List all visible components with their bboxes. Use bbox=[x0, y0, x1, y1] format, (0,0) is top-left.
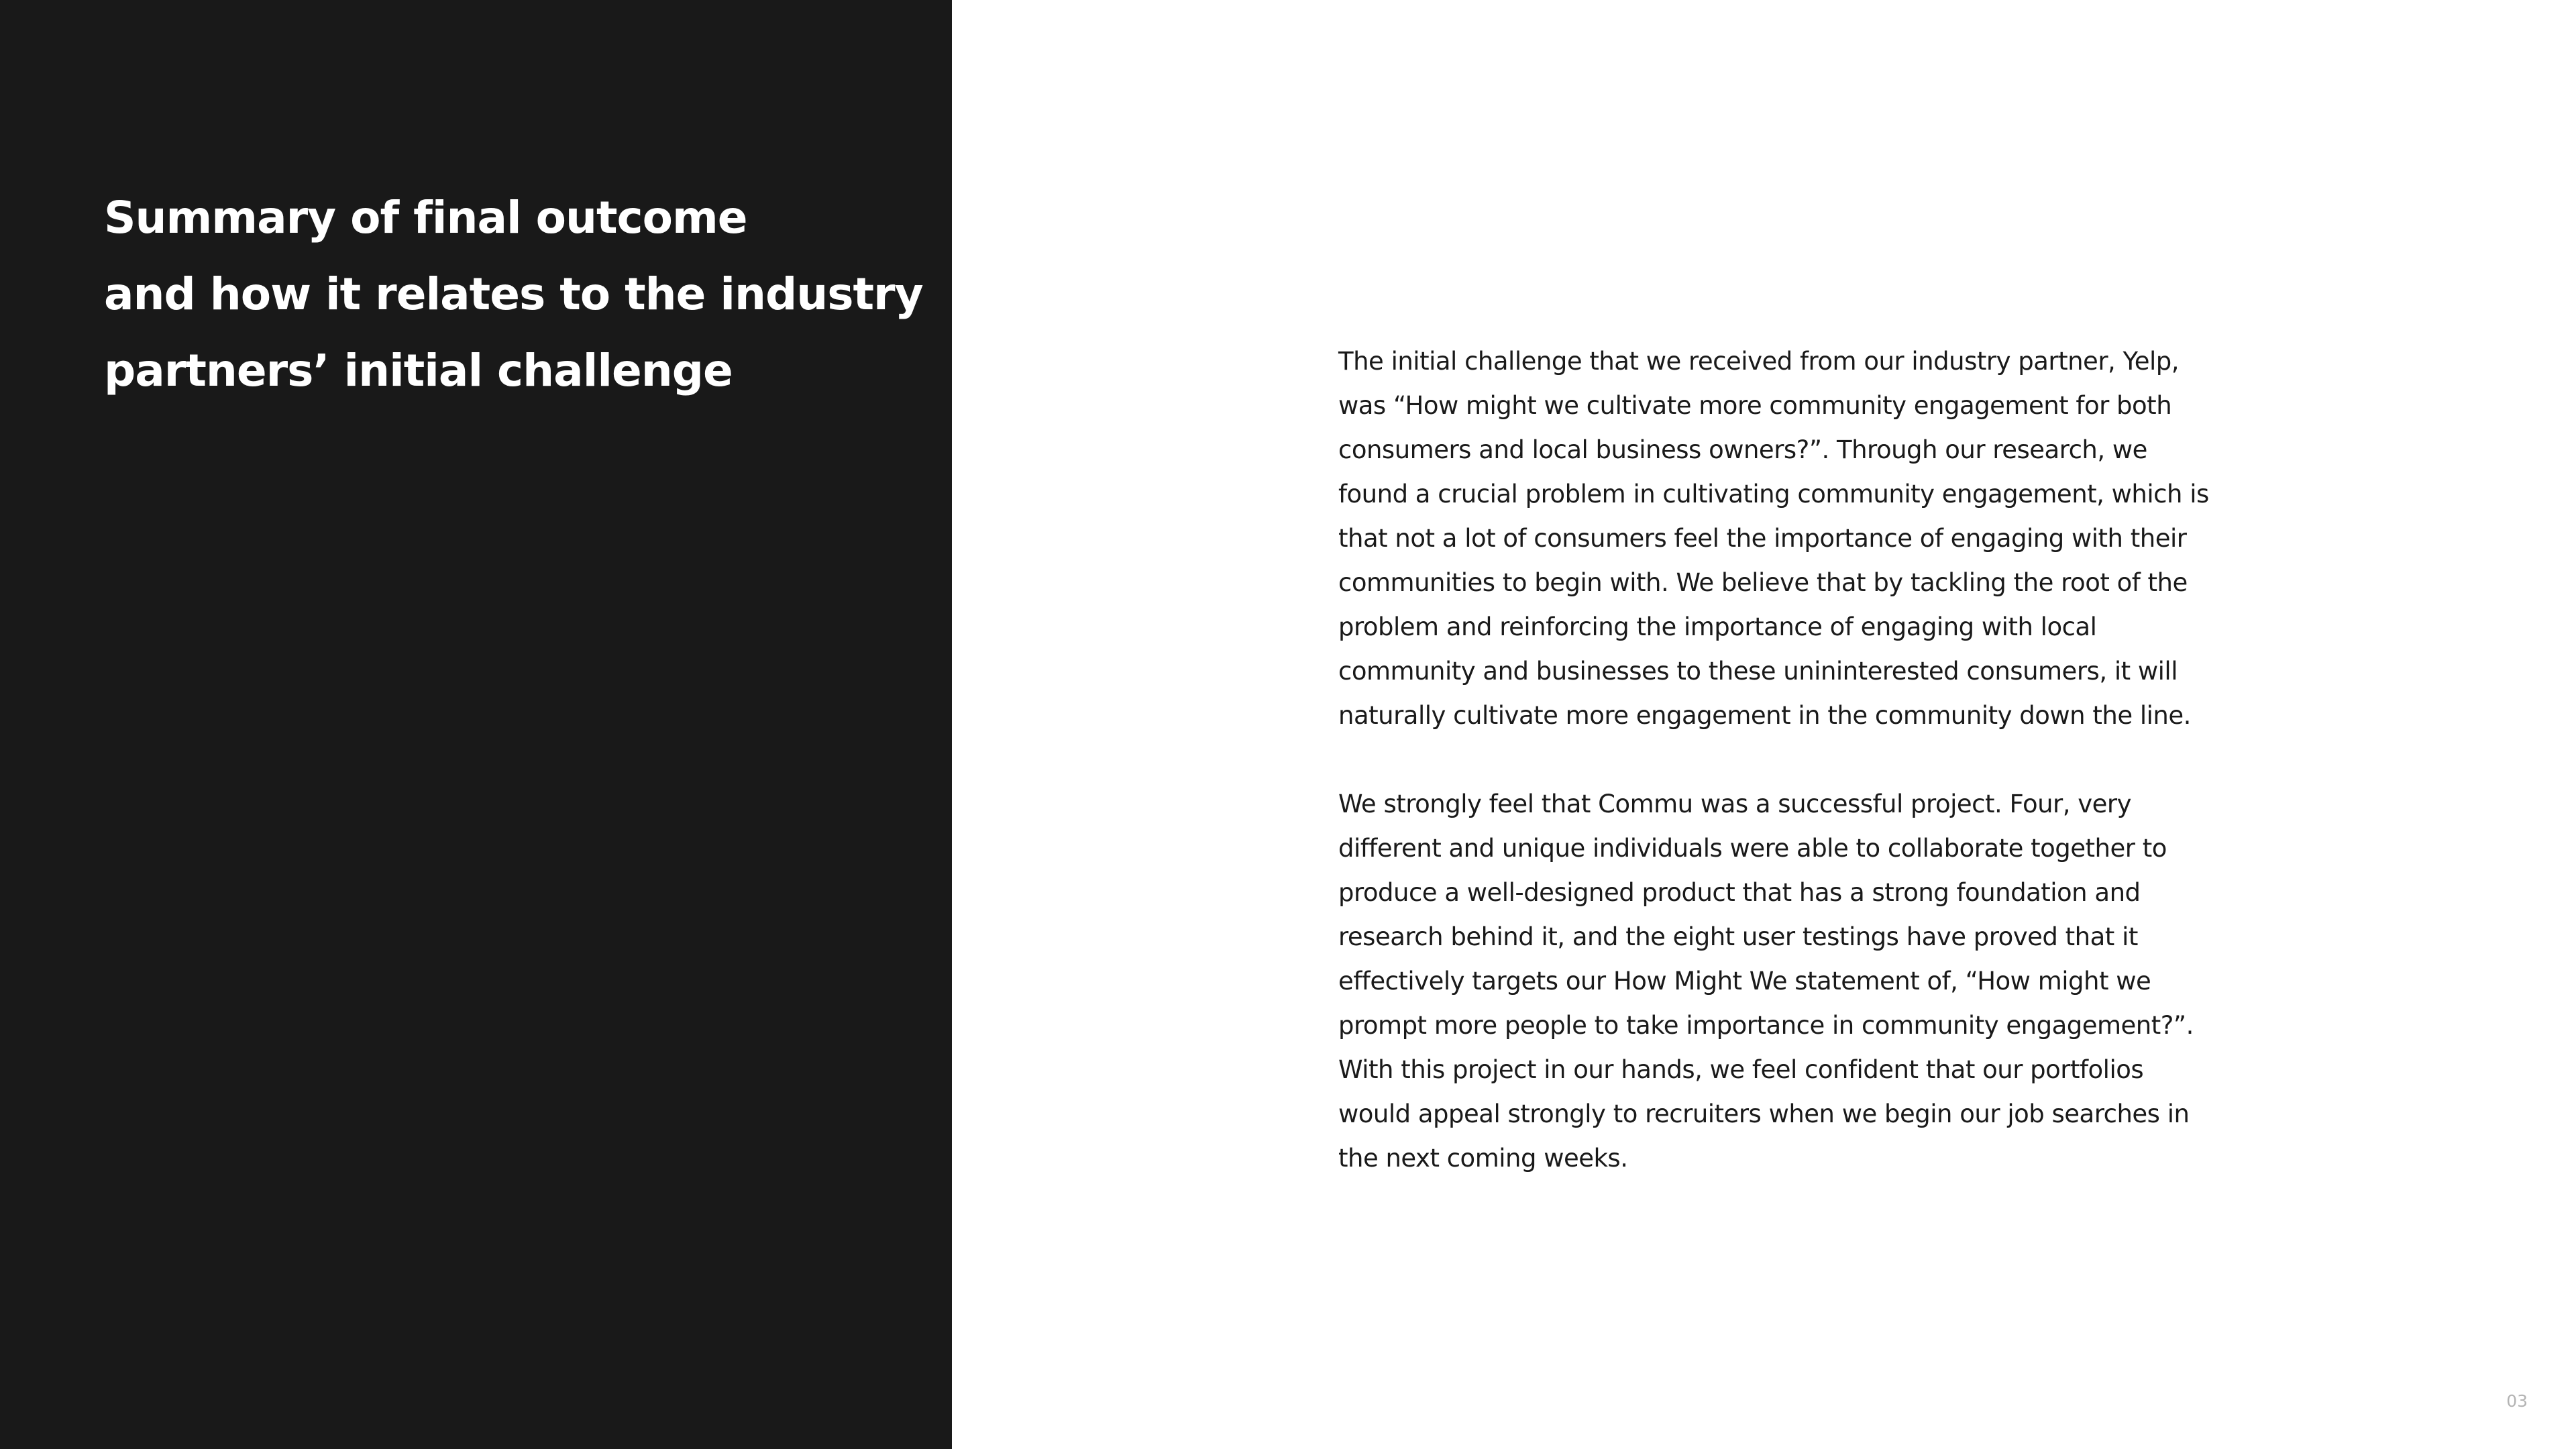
heading-line: and how it relates to the industry bbox=[104, 268, 923, 320]
heading-line: partners’ initial challenge bbox=[104, 345, 733, 396]
page-number: 03 bbox=[2506, 1391, 2528, 1411]
paragraph-outcome: We strongly feel that Commu was a successful project. Four, very different and unique individuals were able to collaborate together to produce a well-designed product that has a strong foundation and research behind it, and the eight user testings have proved that it effectively targets our How Might We statement of, “How might we prompt more people to take importance in community engagement?”. With this project in our hands, we feel confident that our portfolios would appeal strongly to recruiters when we begin our job searches in the next coming weeks. bbox=[1338, 790, 2194, 1173]
slide-heading bbox=[104, 180, 929, 409]
paragraph-challenge: The initial challenge that we received from our industry partner, Yelp, was “How might we cultivate more community engagement for both consumers and local business owners?”. Through our research, we found a crucial problem in cultivating community engagement, which is that not a lot of consumers feel the importance of engaging with their communities to begin with. We believe that by tackling the root of the problem and reinforcing the importance of engaging with local community and businesses to these unininterested consumers, it will naturally cultivate more engagement in the community down the line. bbox=[1338, 347, 2209, 730]
left-dark-panel bbox=[0, 0, 952, 1449]
body-text-block bbox=[1338, 339, 2210, 1181]
heading-line: Summary of final outcome bbox=[104, 192, 747, 244]
